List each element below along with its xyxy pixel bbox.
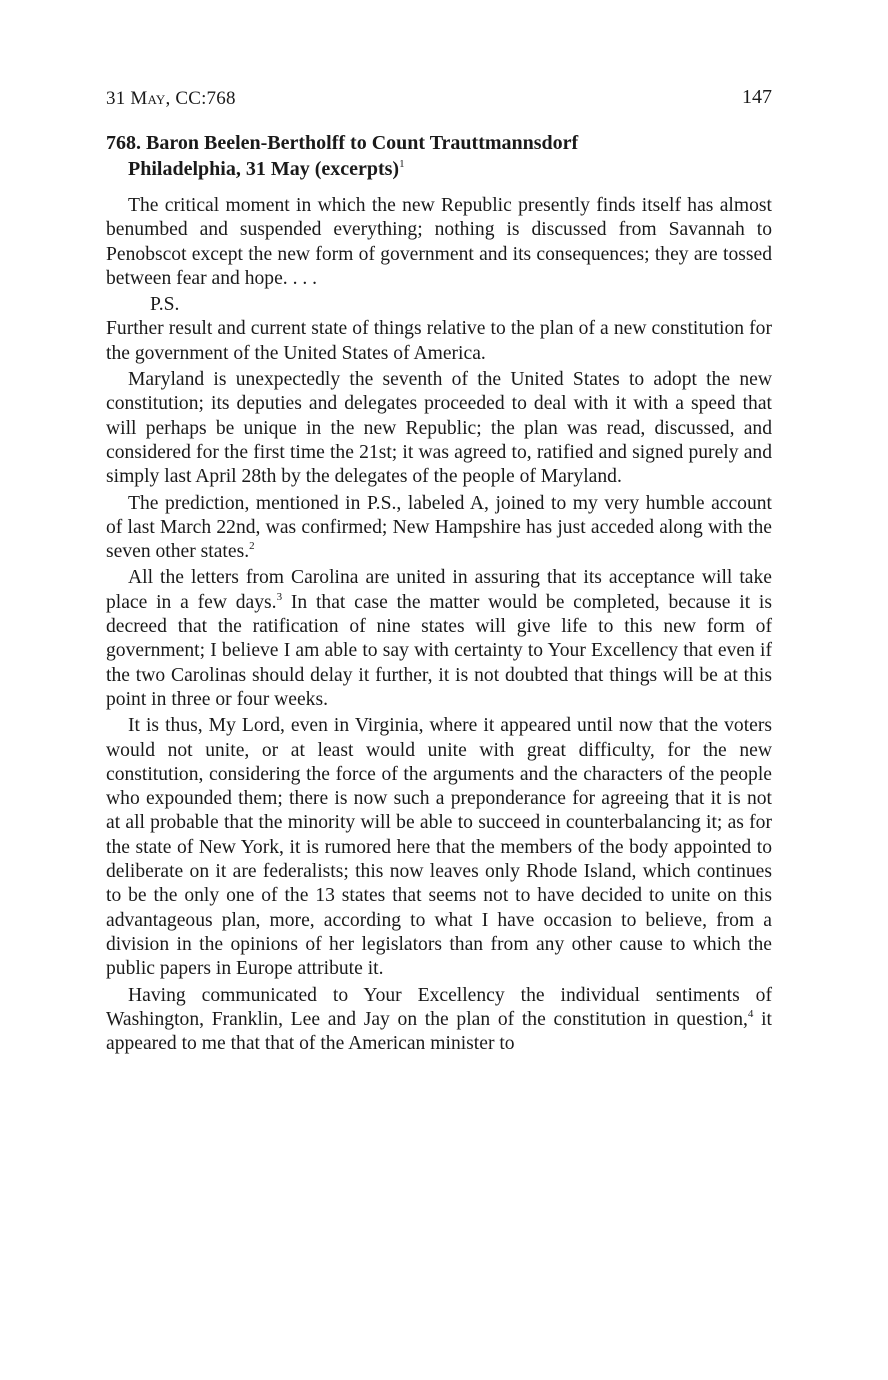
running-head-month: May [130, 88, 166, 109]
paragraph-4 [106, 492, 772, 565]
paragraph-6: It is thus, My Lord, even in Virginia, where it appeared until now that the voters would not unite, or at least would unite with great difficulty, for the new constitution, considering the force of the arguments and the characters of the people who expounded them; there is now such a preponderance for agreeing that it is not at all probable that the minority will be able to succeed in counterbalancing it; as for the state of New York, it is rumored here that the members of the body appointed to deliberate on it are federalists; this now leaves only Rhode Island, which continues to be the only one of the 13 states that seems not to have decided to unite on this advantageous plan, more, according to what I have occasion to believe, from a division in the opinions of her legislators than from any other cause to which the public papers in Europe attribute it. [106, 715, 772, 980]
running-head-document-number: , CC:768 [165, 88, 236, 109]
postscript-label: P.S. [150, 294, 180, 316]
paragraph-7-text-a: Having communicated to Your Excellency the individual sentiments of Washington, Franklin, Lee and Jay on the plan of the constitution in question, [106, 984, 772, 1030]
paragraph-2: Further result and current state of things relative to the plan of a new constitution for the government of the United States of America. [106, 318, 772, 364]
running-head [106, 82, 772, 116]
paragraph-5-text-b: In that case the matter would be completed, because it is decreed that the ratification of nine states will give life to this new form of government; I believe I am able to say with certainty to Your Excellency that even if the two Carolinas should delay it further, it is not doubted that things will be at this point in three or four weeks. [106, 591, 772, 710]
paragraph-3: Maryland is unexpectedly the seventh of the United States to adopt the new constitution; its deputies and delegates proceeded to deal with it with a speed that will perhaps be unique in the new Republic; the plan was read, discussed, and considered for the first time the 21st; it was agreed to, ratified and signed purely and simply last April 28th by the delegates of the people of Maryland. [106, 369, 772, 488]
paragraph-5 [106, 566, 772, 712]
paragraph-5-text-a: All the letters from Carolina are united in assuring that its acceptance will take place in a few days. [106, 567, 772, 613]
document-page [106, 82, 772, 1058]
footnote-ref-3[interactable]: 3 [276, 590, 283, 603]
footnote-ref-4[interactable]: 4 [747, 1007, 754, 1020]
paragraph-1: The critical moment in which the new Republic presently finds itself has almost benumbed and suspended everything; nothing is discussed from Savannah to Penobscot except the new form of government and its consequences; they are tossed between fear and hope. . . . [106, 195, 772, 289]
paragraph-7-text-b: it appeared to me that that of the American minister to [106, 1008, 772, 1055]
running-head-left [106, 88, 236, 110]
document-heading [106, 130, 772, 182]
footnote-ref-1[interactable]: 1 [399, 158, 405, 170]
footnote-ref-2[interactable]: 2 [249, 540, 255, 553]
running-head-day: 31 [106, 88, 131, 109]
paragraph-4-text: The prediction, mentioned in P.S., labeled A, joined to my very humble account of last March 22nd, was confirmed; New Hampshire has just acceded along with the seven other states. [106, 492, 772, 563]
letter-body [106, 194, 772, 1056]
document-title: 768. Baron Beelen-Bertholff to Count Trauttmannsdorf [106, 132, 579, 154]
paragraph-7 [106, 984, 772, 1057]
document-dateline-text: Philadelphia, 31 May (excerpts) [128, 158, 400, 180]
page-number: 147 [742, 86, 772, 108]
document-dateline [106, 156, 772, 182]
